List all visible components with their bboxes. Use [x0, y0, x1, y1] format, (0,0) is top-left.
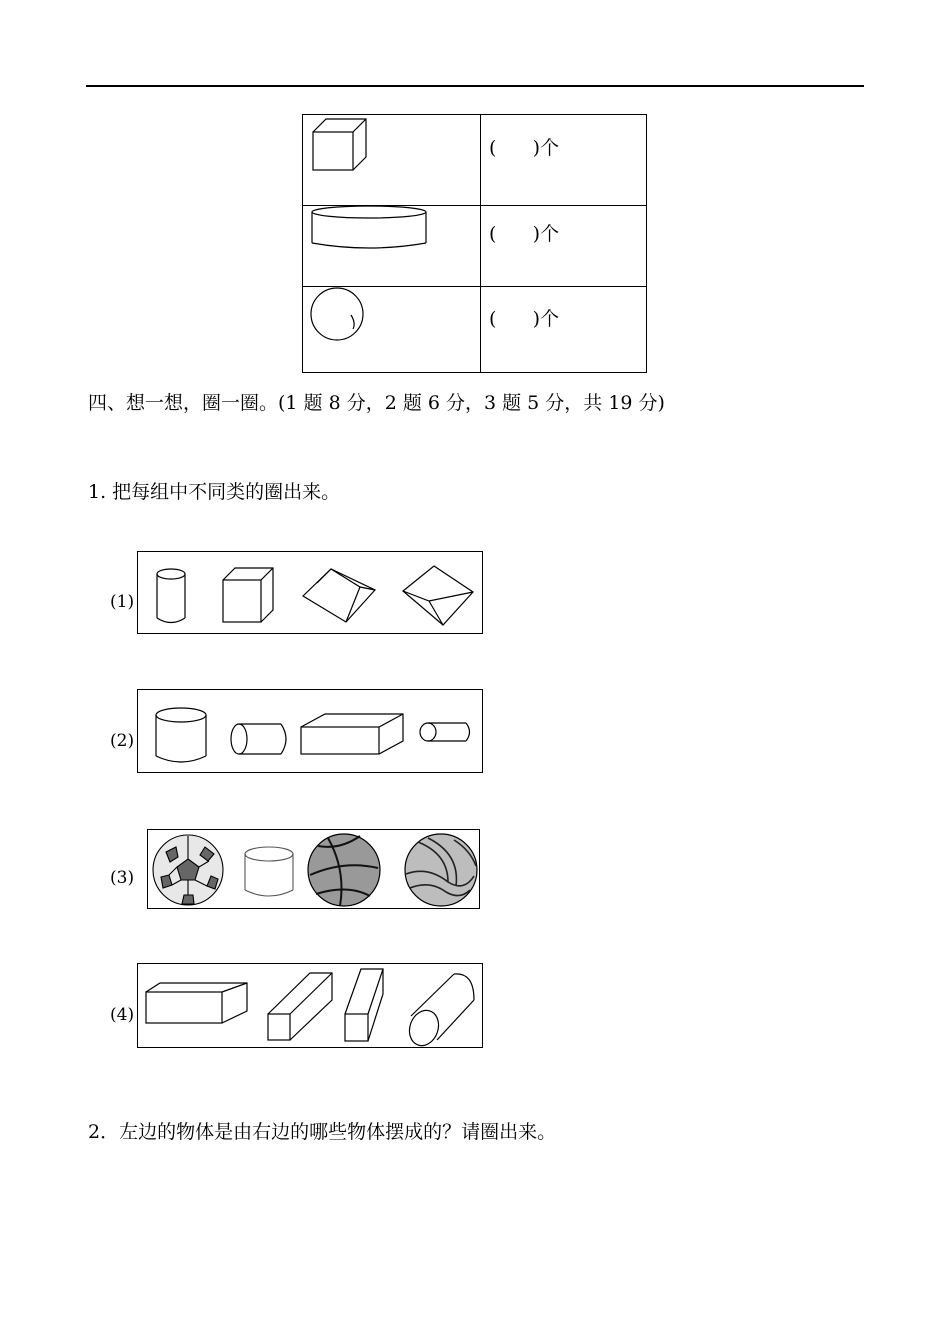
group-box[interactable]	[137, 689, 483, 773]
lying-cylinder-icon	[420, 723, 470, 741]
question-1-text: 1. 把每组中不同类的圈出来。	[88, 481, 341, 503]
soccer-ball-icon	[153, 835, 223, 905]
group-label: (3)	[110, 868, 135, 888]
group-label: (4)	[110, 1005, 135, 1025]
group-shapes	[148, 830, 481, 910]
group-shapes	[138, 964, 484, 1049]
group-box[interactable]	[137, 963, 483, 1048]
tilted-cube-icon	[403, 566, 473, 625]
cylinder-icon	[157, 569, 185, 623]
cylinder-icon	[245, 847, 293, 896]
tilted-cuboid-icon	[268, 973, 332, 1040]
tilted-cuboid-icon	[345, 969, 383, 1041]
cuboid-icon	[301, 714, 403, 754]
lying-cylinder-icon	[231, 724, 286, 754]
count-table	[302, 114, 647, 373]
count-answer: ( )个	[489, 137, 560, 159]
question-2-text: 2．左边的物体是由右边的哪些物体摆成的？请圈出来。	[88, 1121, 557, 1143]
group-shapes	[138, 552, 484, 635]
group-box[interactable]	[137, 551, 483, 634]
cuboid-icon	[146, 983, 247, 1023]
group-shapes	[138, 690, 484, 774]
cube-icon	[311, 117, 371, 175]
basketball-icon	[308, 834, 380, 906]
group-label: (1)	[110, 592, 135, 612]
tilted-cylinder-icon	[405, 974, 474, 1050]
volleyball-icon	[405, 834, 477, 906]
tilted-cube-icon	[303, 569, 375, 622]
sphere-icon	[309, 285, 369, 343]
group-box[interactable]	[147, 829, 480, 909]
table-divider	[480, 115, 481, 372]
cube-icon	[223, 568, 273, 622]
top-rule	[86, 85, 864, 87]
cylinder-icon	[311, 203, 431, 255]
count-answer: ( )个	[489, 223, 560, 245]
count-answer: ( )个	[489, 308, 560, 330]
group-label: (2)	[110, 731, 135, 751]
section-heading: 四、想一想，圈一圈。(1 题 8 分，2 题 6 分，3 题 5 分，共 19 分)	[88, 392, 665, 414]
cylinder-icon	[156, 708, 206, 762]
